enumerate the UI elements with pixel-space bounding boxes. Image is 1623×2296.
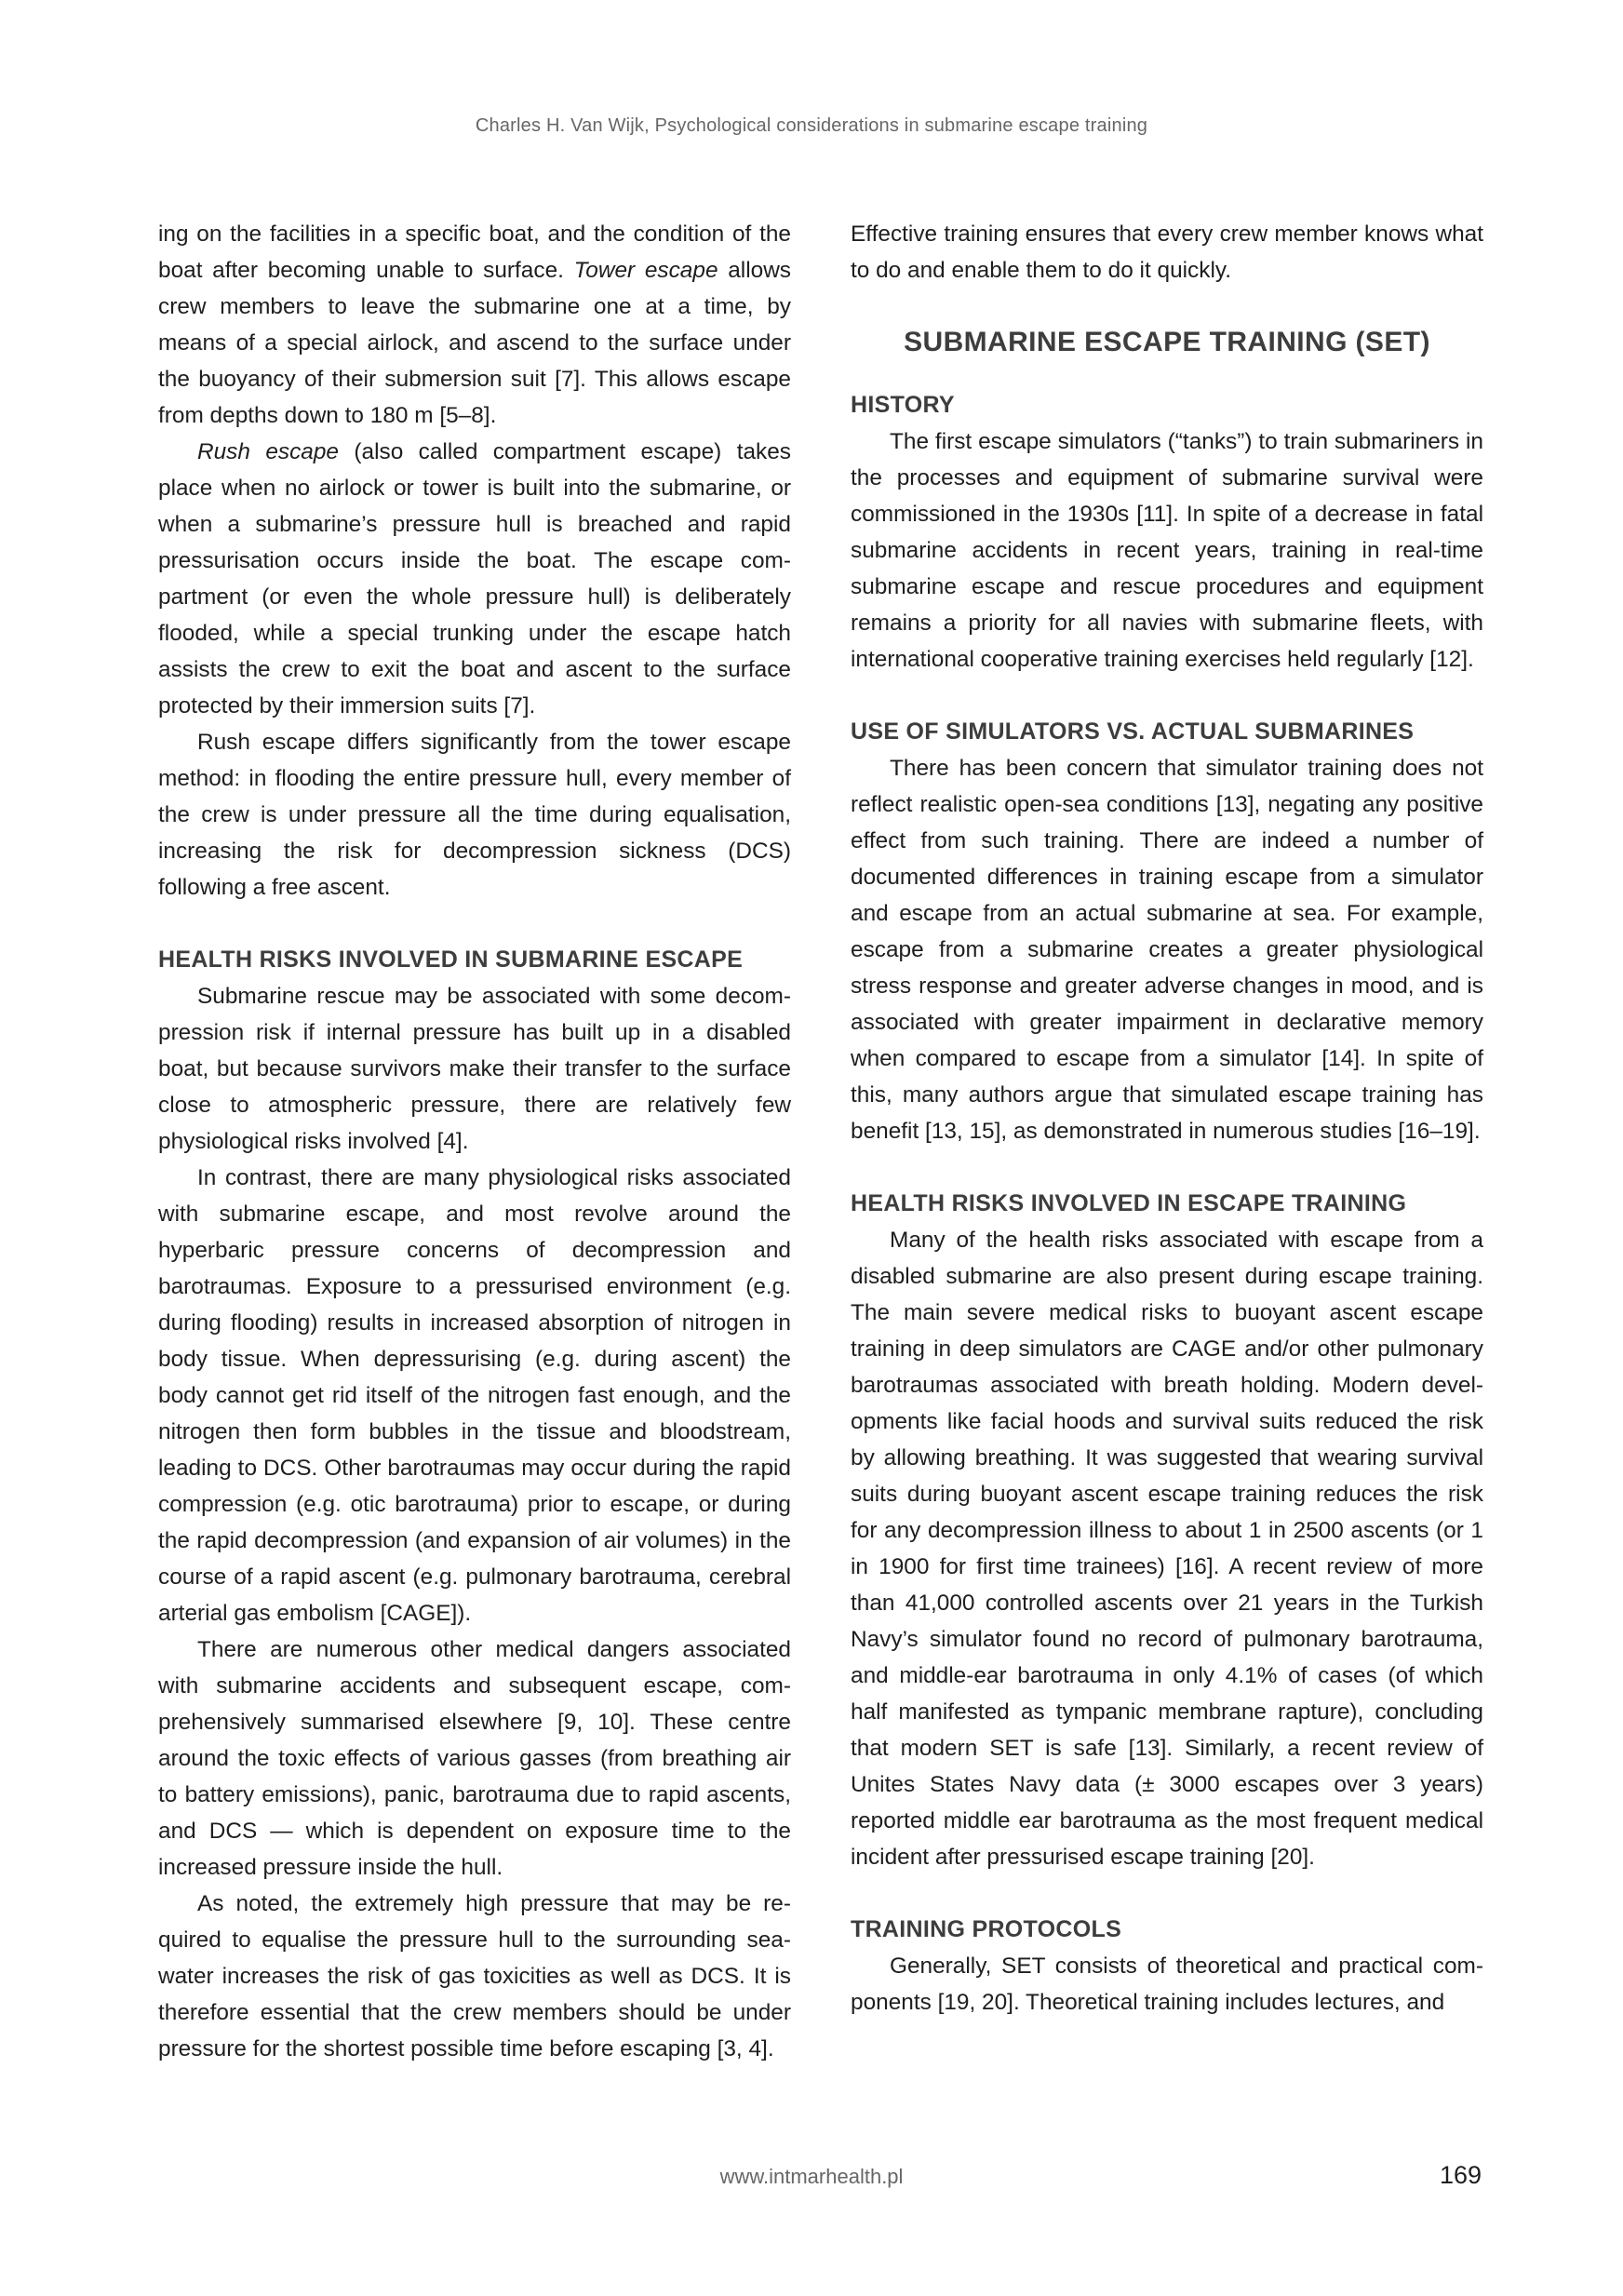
running-header: Charles H. Van Wijk, Psychological considerations in submarine escape training [475, 115, 1148, 136]
section-heading: HEALTH RISKS INVOLVED IN SUBMARINE ESCAPE [158, 947, 744, 973]
left-column [158, 216, 791, 2067]
section-heading: HISTORY [851, 392, 955, 418]
paragraph: As noted, the extremely high pressure that may be required to equalise the pressure hull to the surrounding seawater increases the risk of gas toxicities as well as DCS. It is therefore essential that the crew members should be under pressure for the shortest possible time before escaping [3, 4]. [158, 1891, 791, 2061]
paragraph [158, 216, 791, 434]
paragraph: In contrast, there are many physiological risks associated with submarine escape, and most revolve around the hyperbaric pressure concerns of decompression and barotraumas. Exposure to a pressurised environment (e.g. during flooding) results in increased absorption of nitrogen in body tissue. When depressurising (e.g. during ascent) the body cannot get rid itself of the nitrogen fast enough, and the nitrogen then form bubbles in the tissue and bloodstream, leading to DCS. Other barotraumas may occur during the rapid compression (e.g. otic barotrauma) prior to escape, or during the rapid decompression (and expansion of air volumes) in the course of a rapid ascent (e.g. pulmonary barotrauma, cerebral arterial gas embolism [CAGE]). [158, 1165, 791, 1626]
section-heading: USE OF SIMULATORS VS. ACTUAL SUBMARINES [851, 718, 1415, 745]
page-number: 169 [1439, 2161, 1482, 2189]
section-title: SUBMARINE ESCAPE TRAINING (SET) [904, 327, 1430, 357]
paragraph: Submarine rescue may be associated with some decompression risk if internal pressure has built up in a disabled boat, but because survivors make their transfer to the surface close to atmospheric pressure, there are relatively few physiological risks involved [4]. [158, 984, 791, 1154]
paragraph: The first escape simulators (“tanks”) to train submariners in the processes and equipment of submarine survival were commissioned in the 1930s [11]. In spite of a decrease in fatal submarine accidents in recent years, training in real-time submarine escape and rescue procedures and equipment remains a priority for all navies with submarine fleets, with international cooperative training exercises held regularly [12]. [851, 429, 1483, 672]
right-column [851, 216, 1483, 2021]
paragraph: There are numerous other medical dangers associated with submarine accidents and subsequent escape, comprehensively summarised elsewhere [9, 10]. These centre around the toxic effects of various gasses (from breathing air to battery emissions), panic, barotrauma due to rapid ascents, and DCS — which is dependent on exposure time to the increased pressure inside the hull. [158, 1637, 791, 1880]
paragraph [158, 434, 791, 724]
section-heading: HEALTH RISKS INVOLVED IN ESCAPE TRAINING [851, 1190, 1407, 1216]
paragraph: Generally, SET consists of theoretical and practical components [19, 20]. Theoretical training includes lectures, and [851, 1954, 1483, 2015]
paragraph-text: (also called compartment escape) takes place when no airlock or tower is built into the submarine, or when a submarine’s pressure hull is breached and rapid pressurisation occurs inside the boat. The escape compartment (or even the whole pressure hull) is deliberately flooded, while a special trunking under the escape hatch assists the crew to exit the boat and ascent to the surface protected by their immersion suits [7]. [158, 439, 791, 718]
italic-term: Rush escape [197, 439, 339, 464]
paragraph-text: ing on the facilities in a specific boat, and the condition of the boat after becoming unable to surface. [158, 222, 791, 283]
paragraph-text: allows crew members to leave the submarine one at a time, by means of a special airlock, and ascend to the surface under the buoyancy of their submersion suit [7]. This allows escape from depths down to 180 m [5–8]. [158, 258, 791, 428]
footer-url: www.intmarhealth.pl [719, 2165, 904, 2188]
section-heading: TRAINING PROTOCOLS [851, 1916, 1122, 1942]
paragraph: Effective training ensures that every crew member knows what to do and enable them to do it quickly. [851, 222, 1483, 283]
italic-term: Tower escape [573, 258, 718, 283]
paragraph: Rush escape differs significantly from the tower escape method: in flooding the entire pressure hull, every member of the crew is under pressure all the time during equalisation, increasing the risk for decompression sickness (DCS) following a free ascent. [158, 730, 791, 900]
paragraph: There has been concern that simulator training does not reflect realistic open-sea conditions [13], negating any positive effect from such training. There are indeed a number of documented differences in training escape from a simulator and escape from an actual submarine at sea. For example, escape from a submarine creates a greater physiological stress response and greater adverse changes in mood, and is associated with greater impairment in declarative memory when compared to escape from a simulator [14]. In spite of this, many authors argue that simulated escape training has benefit [13, 15], as demonstrated in numerous studies [16–19]. [851, 756, 1483, 1144]
paragraph: Many of the health risks associated with escape from a disabled submarine are also present during escape training. The main severe medical risks to buoyant ascent escape training in deep simulators are CAGE and/or other pulmonary barotraumas associated with breath holding. Modern developments like facial hoods and survival suits reduced the risk by allowing breathing. It was suggested that wearing survival suits during buoyant ascent escape training reduces the risk for any decompression illness to about 1 in 2500 ascents (or 1 in 1900 for first time trainees) [16]. A recent review of more than 41,000 controlled ascents over 21 years in the Turkish Navy’s simulator found no record of pulmonary barotrauma, and middle-ear barotrauma in only 4.1% of cases (of which half manifested as tympanic membrane rapture), concluding that modern SET is safe [13]. Similarly, a recent review of Unites States Navy data (± 3000 escapes over 3 years) reported middle ear barotrauma as the most frequent medical incident after pressurised escape training [20]. [851, 1228, 1483, 1870]
